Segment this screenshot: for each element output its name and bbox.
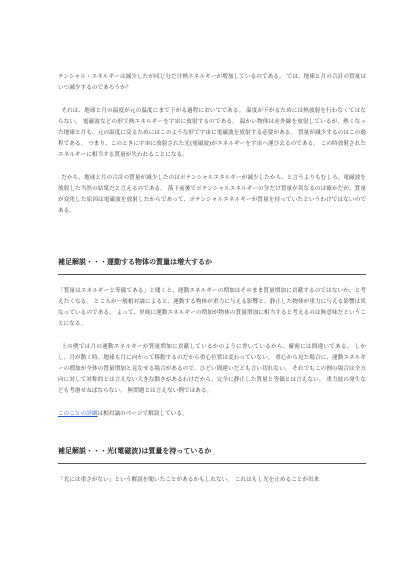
intro-text (58, 72, 366, 217)
section1-link-line (58, 409, 366, 420)
details-link-suffix: は相対論のページで解説している。 (97, 411, 188, 417)
details-link[interactable]: このことの詳細 (58, 411, 98, 417)
section-title-light-mass: 補足解説・・・光(電磁波)は質量を持っているか (58, 447, 212, 455)
section-divider (58, 274, 366, 275)
section-moving-mass (58, 257, 366, 420)
intro-paragraph-2: それは、地球と月の温度が元の温度にまで下がる過程においてである。 温度が下がるためには熱放射を行わなくてはならない。 電磁波などの形で熱エネルギーを宇宙に放射するのである。 温かい物体は赤外線を放射しているが、熱くなった地球と月も、元の温度に戻るためにはこのような形で宇宙に電磁波を放射する必要がある。 質量が減少するのはこの過程である。 つまり、このときに宇宙に放射された光(電磁波)がエネルギーを宇宙へ運び去るのである。 この時放射されたエネルギーに相当する質量が失われることになる。 (58, 108, 366, 158)
section1-paragraph-1: 「質量はエネルギーと等価である」と聞くと、運動エネルギーの増加はそのまま質量増加に貢献するのではないか、と考えたくなる。 ところが一般相対論によると、運動する物体が重力に与える影響と、静止した物体が重力に与える影響は異なっているのである。 よって、単純に運動エネルギーの増加が物体の質量増加に相当すると考えるのは無意味だということになる。 (58, 288, 366, 327)
section-light-mass (58, 446, 366, 486)
intro-paragraph-1: テンシャル・エネルギーは減少したが同じ分だけ熱エネルギーが増加しているのである。 では、地球と月の合計の質量はいつ減少するのであろうか？ (58, 74, 366, 91)
intro-paragraph-3: だから、地球と月の合計の質量が減少したのはポテンシャルエネルギーが減少したから、と言うよりもむしろ、電磁波を放射した当然の結果だと言えるのである。 落下前後でポテンシャルエネルギーの分だけ質量が異なるのは確かだが、質量が変化した原因は電磁波を放射したからであって、ポテンシャルエネルギーが質量を持っていたというわけではないのである。 (58, 175, 366, 214)
section-title-moving-mass: 補足解説・・・運動する物体の質量は増大するか (58, 258, 212, 266)
section1-paragraph-2: 上の例では月の運動エネルギーが質量増加に貢献しているかのように書いているから、厳密には間違いである。 しかし、月が動く時、地球も月に向かって移動するのだから重心位置は変わっていない。 重心から見た場合に、運動エネルギーの増加が全体の質量増加と見なせる場合があるので、ひどい間違いだとも言い切れない。 それでもこの例の場合は全方向に対して対称的とは言えない大きな動きがあるわけだから、完全に静止した質量と等価とは言えない。 重力波の発生なども考慮せねばならない。 無問題とは言えない例ではある。 (58, 344, 366, 394)
section2-paragraph-1: 「光には重さがない」という解説を聞いたことがあるかもしれない。 これはもし光を止めることが出来 (58, 477, 320, 483)
section-divider (58, 463, 366, 464)
